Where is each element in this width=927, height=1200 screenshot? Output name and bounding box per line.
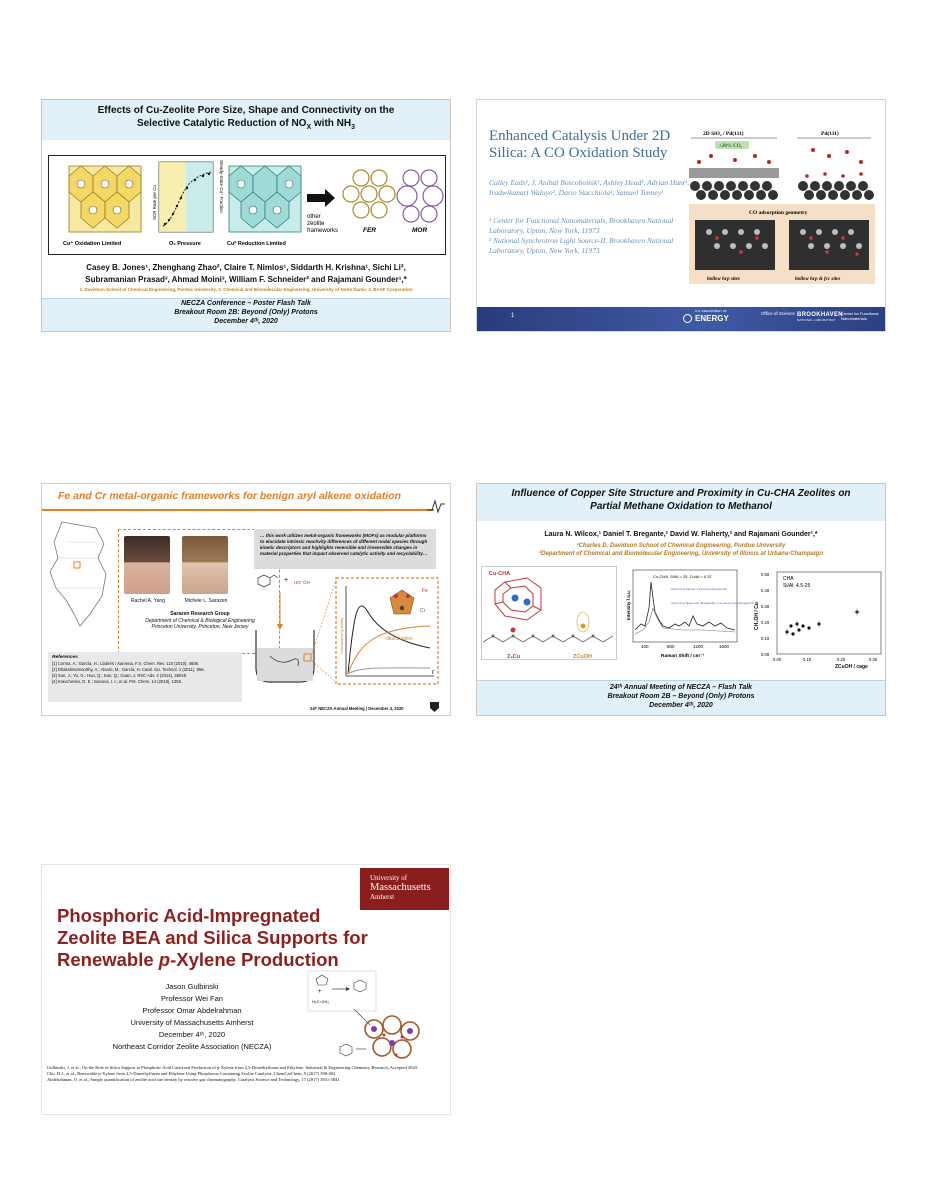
princeton-shield-icon (430, 702, 439, 712)
person1-name: Rachel A. Yang (130, 598, 165, 604)
page-number: 1 (511, 313, 515, 319)
wave-logo-icon (426, 498, 446, 514)
svg-text:+: + (284, 577, 289, 584)
slide-cu-zeolite (41, 99, 451, 332)
svg-text:t: t (432, 670, 434, 676)
styrene-icon (258, 575, 278, 587)
affiliation-2: ²Department of Chemical and Biomolecular Engineering, University of Illinois at Urbana-Champaign (539, 551, 823, 557)
author-list: Casey B. Jones¹, Zhenghang Zhao², Claire T. Nimlos¹, Siddarth H. Krishna¹, Sichi Li², Subramanian Prasad³, Ahmad Moini³, William F. Schneider² and Rajamani Gounder¹,* (85, 263, 407, 284)
svg-text:Cr: Cr (420, 608, 426, 614)
figure-panel (48, 155, 446, 255)
slide-p-xylene (41, 864, 451, 1115)
raman-spectrum-chart (623, 568, 754, 660)
svg-text:Cu-CHA, Si/Al = 25, Cu/Al = 0.: Cu-CHA, Si/Al = 25, Cu/Al = 0.37 (653, 574, 712, 579)
footer-text: 24ᵗʰ NECZA Annual Meeting | December 4, 2020 (310, 706, 404, 711)
affiliations: 1. Davidson School of Chemical Engineering, Purdue University, 2. Chemical and Biomolecular Engineering, University of Notre Dame, 3. BASF Corporation (79, 287, 413, 292)
svg-text:1600: 1600 (719, 644, 730, 649)
svg-text:2D SiO₂ / Pd(111): 2D SiO₂ / Pd(111) (703, 131, 744, 137)
zeolite-cage-icon (365, 1016, 419, 1058)
svg-text:CHA: CHA (783, 576, 794, 582)
fer-framework (343, 170, 395, 218)
svg-text:Si/Al: 4.5-25: Si/Al: 4.5-25 (783, 583, 811, 589)
svg-text:O₂ Pressure: O₂ Pressure (169, 241, 201, 247)
svg-text:Pd(111): Pd(111) (821, 131, 839, 137)
svg-text:0.20: 0.20 (761, 620, 770, 625)
svg-text:H₂C=CH₂: H₂C=CH₂ (312, 999, 329, 1004)
affiliations: ¹ Center for Functional Nanomaterials, Brookhaven National Laboratory, Upton, New York, 11973 ² National Synchrotron Light Source-II, Brookhaven National Laboratory, Upton, New York, 11973 (489, 216, 674, 255)
photo-rachel-yang (124, 536, 170, 594)
mor-framework (397, 170, 443, 222)
svg-text:HO⁻OH: HO⁻OH (294, 580, 310, 585)
person2-name: Michele L. Sarazen (184, 598, 228, 604)
cu-cha-structure (481, 566, 621, 662)
reaction-figure (250, 570, 446, 694)
new-jersey-map (44, 518, 114, 630)
slide-title: Effects of Cu-Zeolite Pore Size, Shape and Connectivity on the Selective Catalytic Reduction of $NO_X$ with $NH_3$ (97, 105, 395, 131)
cfn-logo: Center for Functional Nanomaterials (841, 311, 879, 321)
svg-text:+20% CO₂: +20% CO₂ (719, 144, 743, 149)
svg-text:0.20: 0.20 (837, 657, 846, 662)
references-box: References [1] Corma, A.; García, H.; Llabrés i Xamena, F.X. Chem. Rev. 110 (2010), 4606. [2] Dhakshinamoorthy, A.; Alvaro, M.; García, H. Catal. Sci. Technol. 1 (2011), 856. [3] Sun, J.; Yu, G.; Huo, Q.; Kan, Q.; Guan, J. RSC Adv. 4 (2014), 38048. [4] Kravchenko, D. E.; Ivanova, I. I.; et al. Pet. Chem. 14 (2018), 1255. (48, 652, 242, 702)
cu-reduction-lattice (229, 166, 301, 232)
conference-info: 24ᵗʰ Annual Meeting of NECZA – Flash Talk Breakout Room 2B – Beyond (Only) Protons December 4ᵗʰ, 2020 (607, 684, 755, 709)
affiliation-1: ¹Charles D. Davidson School of Chemical Engineering, Purdue University (576, 543, 786, 549)
doe-seal-icon (683, 314, 692, 323)
slide-title: Influence of Copper Site Structure and Proximity in Cu-CHA Zeolites on Partial Methane Oxidation to Methanol (511, 488, 851, 512)
sponsor-footer: 1 U.S. DEPARTMENT OF ENERGY Office of Science BROOKHAVEN NATIONAL LABORATORY Center for Functional Nanomaterials (477, 307, 885, 331)
slide-title: Fe and Cr metal-organic frameworks for benign aryl alkene oxidation (58, 490, 402, 502)
svg-text:otherzeoliteframeworks: other zeolite frameworks (307, 214, 339, 234)
photo-michele-sarazen (182, 536, 228, 594)
svg-text:hollow hcp sites: hollow hcp sites (707, 277, 740, 282)
svg-text:Z₂Cu: Z₂Cu (507, 654, 521, 660)
co-oxidation-figure (685, 128, 881, 286)
svg-text:800: 800 (667, 644, 675, 649)
slide-cu-cha (476, 483, 886, 716)
title-rule (42, 509, 434, 511)
svg-text:+: + (318, 989, 322, 995)
conference-info: NECZA Conference – Poster Flash Talk Breakout Room 2B: Beyond (Only) Protons December 4ᵗʰ, 2020 (174, 300, 318, 325)
svg-text:0.50: 0.50 (761, 572, 770, 577)
xylene-reaction-figure (304, 969, 432, 1065)
svg-text:CH₃OH / Cu: CH₃OH / Cu (754, 602, 760, 630)
svg-text:Intensity / a.u.: Intensity / a.u. (626, 589, 631, 620)
svg-text:0.30: 0.30 (869, 657, 878, 662)
umass-logo: University of Massachusetts Amherst (360, 868, 449, 910)
slide-2d-silica (476, 99, 886, 332)
slide-mof-oxidation (41, 483, 451, 716)
svg-text:Normalized Quantity: Normalized Quantity (339, 617, 344, 654)
methanol-yield-chart (749, 568, 885, 664)
svg-text:Steady-State Cu⁺ Fraction: Steady-State Cu⁺ Fraction (219, 160, 224, 213)
svg-text:FER: FER (363, 227, 376, 234)
office-of-science: Office of Science (761, 311, 795, 316)
group-info: Sarazen Research Group Department of Chemical & Biological Engineering Princeton University, Princeton, New Jersey (145, 611, 255, 630)
svg-text:0.30: 0.30 (761, 604, 770, 609)
scatter-xlabel: ZCuOH / cage (835, 664, 868, 670)
svg-text:CO adsorption geometry: CO adsorption geometry (749, 210, 808, 216)
doe-logo: ENERGY (695, 314, 729, 323)
svg-text:0.00: 0.00 (761, 652, 770, 657)
presenter-info: Jason Gulbinski Professor Wei Fan Professor Omar Abdelrahman University of Massachusetts Amherst December 4ᵗʰ, 2020 Northeast Corridor Zeolite Association (NECZA) (112, 982, 272, 1051)
svg-text:1200: 1200 (693, 644, 704, 649)
svg-text:Raman Shift / cm⁻¹: Raman Shift / cm⁻¹ (661, 654, 705, 659)
svg-text:ZCuOH: ZCuOH (573, 654, 592, 660)
summary-box: … this work utilizes metal-organic frameworks (MOFs) as modular platforms to elucidate intrinsic reactivity differences of different nodal species through kinetic descriptors and highlights reversible and irreversible changes in material properties that impact observed catalytic activity and recyclability… (254, 529, 436, 569)
svg-text:400: 400 (641, 644, 649, 649)
bnl-logo: BROOKHAVEN NATIONAL LABORATORY (797, 312, 843, 322)
svg-text:hollow hcp & fcc sites: hollow hcp & fcc sites (795, 277, 841, 282)
svg-text:Fe: Fe (422, 588, 428, 594)
svg-text:0.00: 0.00 (773, 657, 782, 662)
slide-title: Enhanced Catalysis Under 2D Silica: A CO Oxidation Study (489, 128, 671, 161)
slide-title: Phosphoric Acid-Impregnated Zeolite BEA and Silica Supports for Renewable p-Xylene Production (57, 905, 368, 970)
author-list: Calley Eads¹, J. Anibal Boscoboinik¹, Ashley Head¹, Adrian Hunt², Iradwikanari Waluyo², Dario Stacchiola¹, Samuel Tenney¹ (489, 178, 690, 197)
svg-text:0.40: 0.40 (761, 588, 770, 593)
zeolite-figure (49, 156, 447, 256)
svg-text:MOR: MOR (412, 227, 428, 234)
silica-layer (689, 168, 779, 178)
author-list: Laura N. Wilcox,¹ Daniel T. Bregante,² David W. Flaherty,² and Rajamani Gounder¹,* (544, 531, 818, 538)
left-lattice-label: Cu⁺ Oxidation Limited (63, 241, 122, 247)
sigmoid-chart (152, 160, 224, 247)
co-molecules (697, 148, 863, 164)
svg-text:0.10: 0.10 (761, 636, 770, 641)
svg-text:0.10: 0.10 (803, 657, 812, 662)
svg-text:deactivation: deactivation (386, 636, 413, 642)
pd-surface-left (690, 181, 778, 200)
references: Gulbinski, J. et al., On the Role of Silica Support in Phosphoric Acid Catalyzed Production of p-Xylene from 2,5-Dimethylfuran and Ethylene. Industrial & Engineering Chemistry Research, Accepted 2020. Cho, H.J., et al., Renewable p-Xylene from 2,5-Dimethylfuran and Ethylene Using Phosphorus-Containing Zeolite Catalysts. ChemCatChem, 9 (2017) 398-402. Abdelrahman, O. et al., Simple quantification of zeolite acid site density by reactive gas chromatography. Catalysis Science and Technology, 17 (2017) 3831-3841. (47, 1065, 419, 1082)
svg-text:v(Cu-O) of bis(μ-oxo) dicopper: v(Cu-O) of bis(μ-oxo) dicopper(II) or mono-(μ-oxo) dicopper(II) (671, 601, 754, 605)
arrow-right-icon (307, 189, 335, 207)
cu-oxidation-lattice (69, 166, 141, 232)
svg-text:Cu-CHA: Cu-CHA (489, 571, 511, 577)
svg-text:v(Cu-O) of trans-μ-1,2-peroxo: v(Cu-O) of trans-μ-1,2-peroxo dicopper(II) (671, 587, 727, 591)
mid-lattice-label: Cuᴵᴵ Reduction Limited (227, 241, 286, 247)
pd-surface-right (798, 181, 874, 200)
svg-text:SCR Rate per Cu: SCR Rate per Cu (152, 184, 157, 220)
